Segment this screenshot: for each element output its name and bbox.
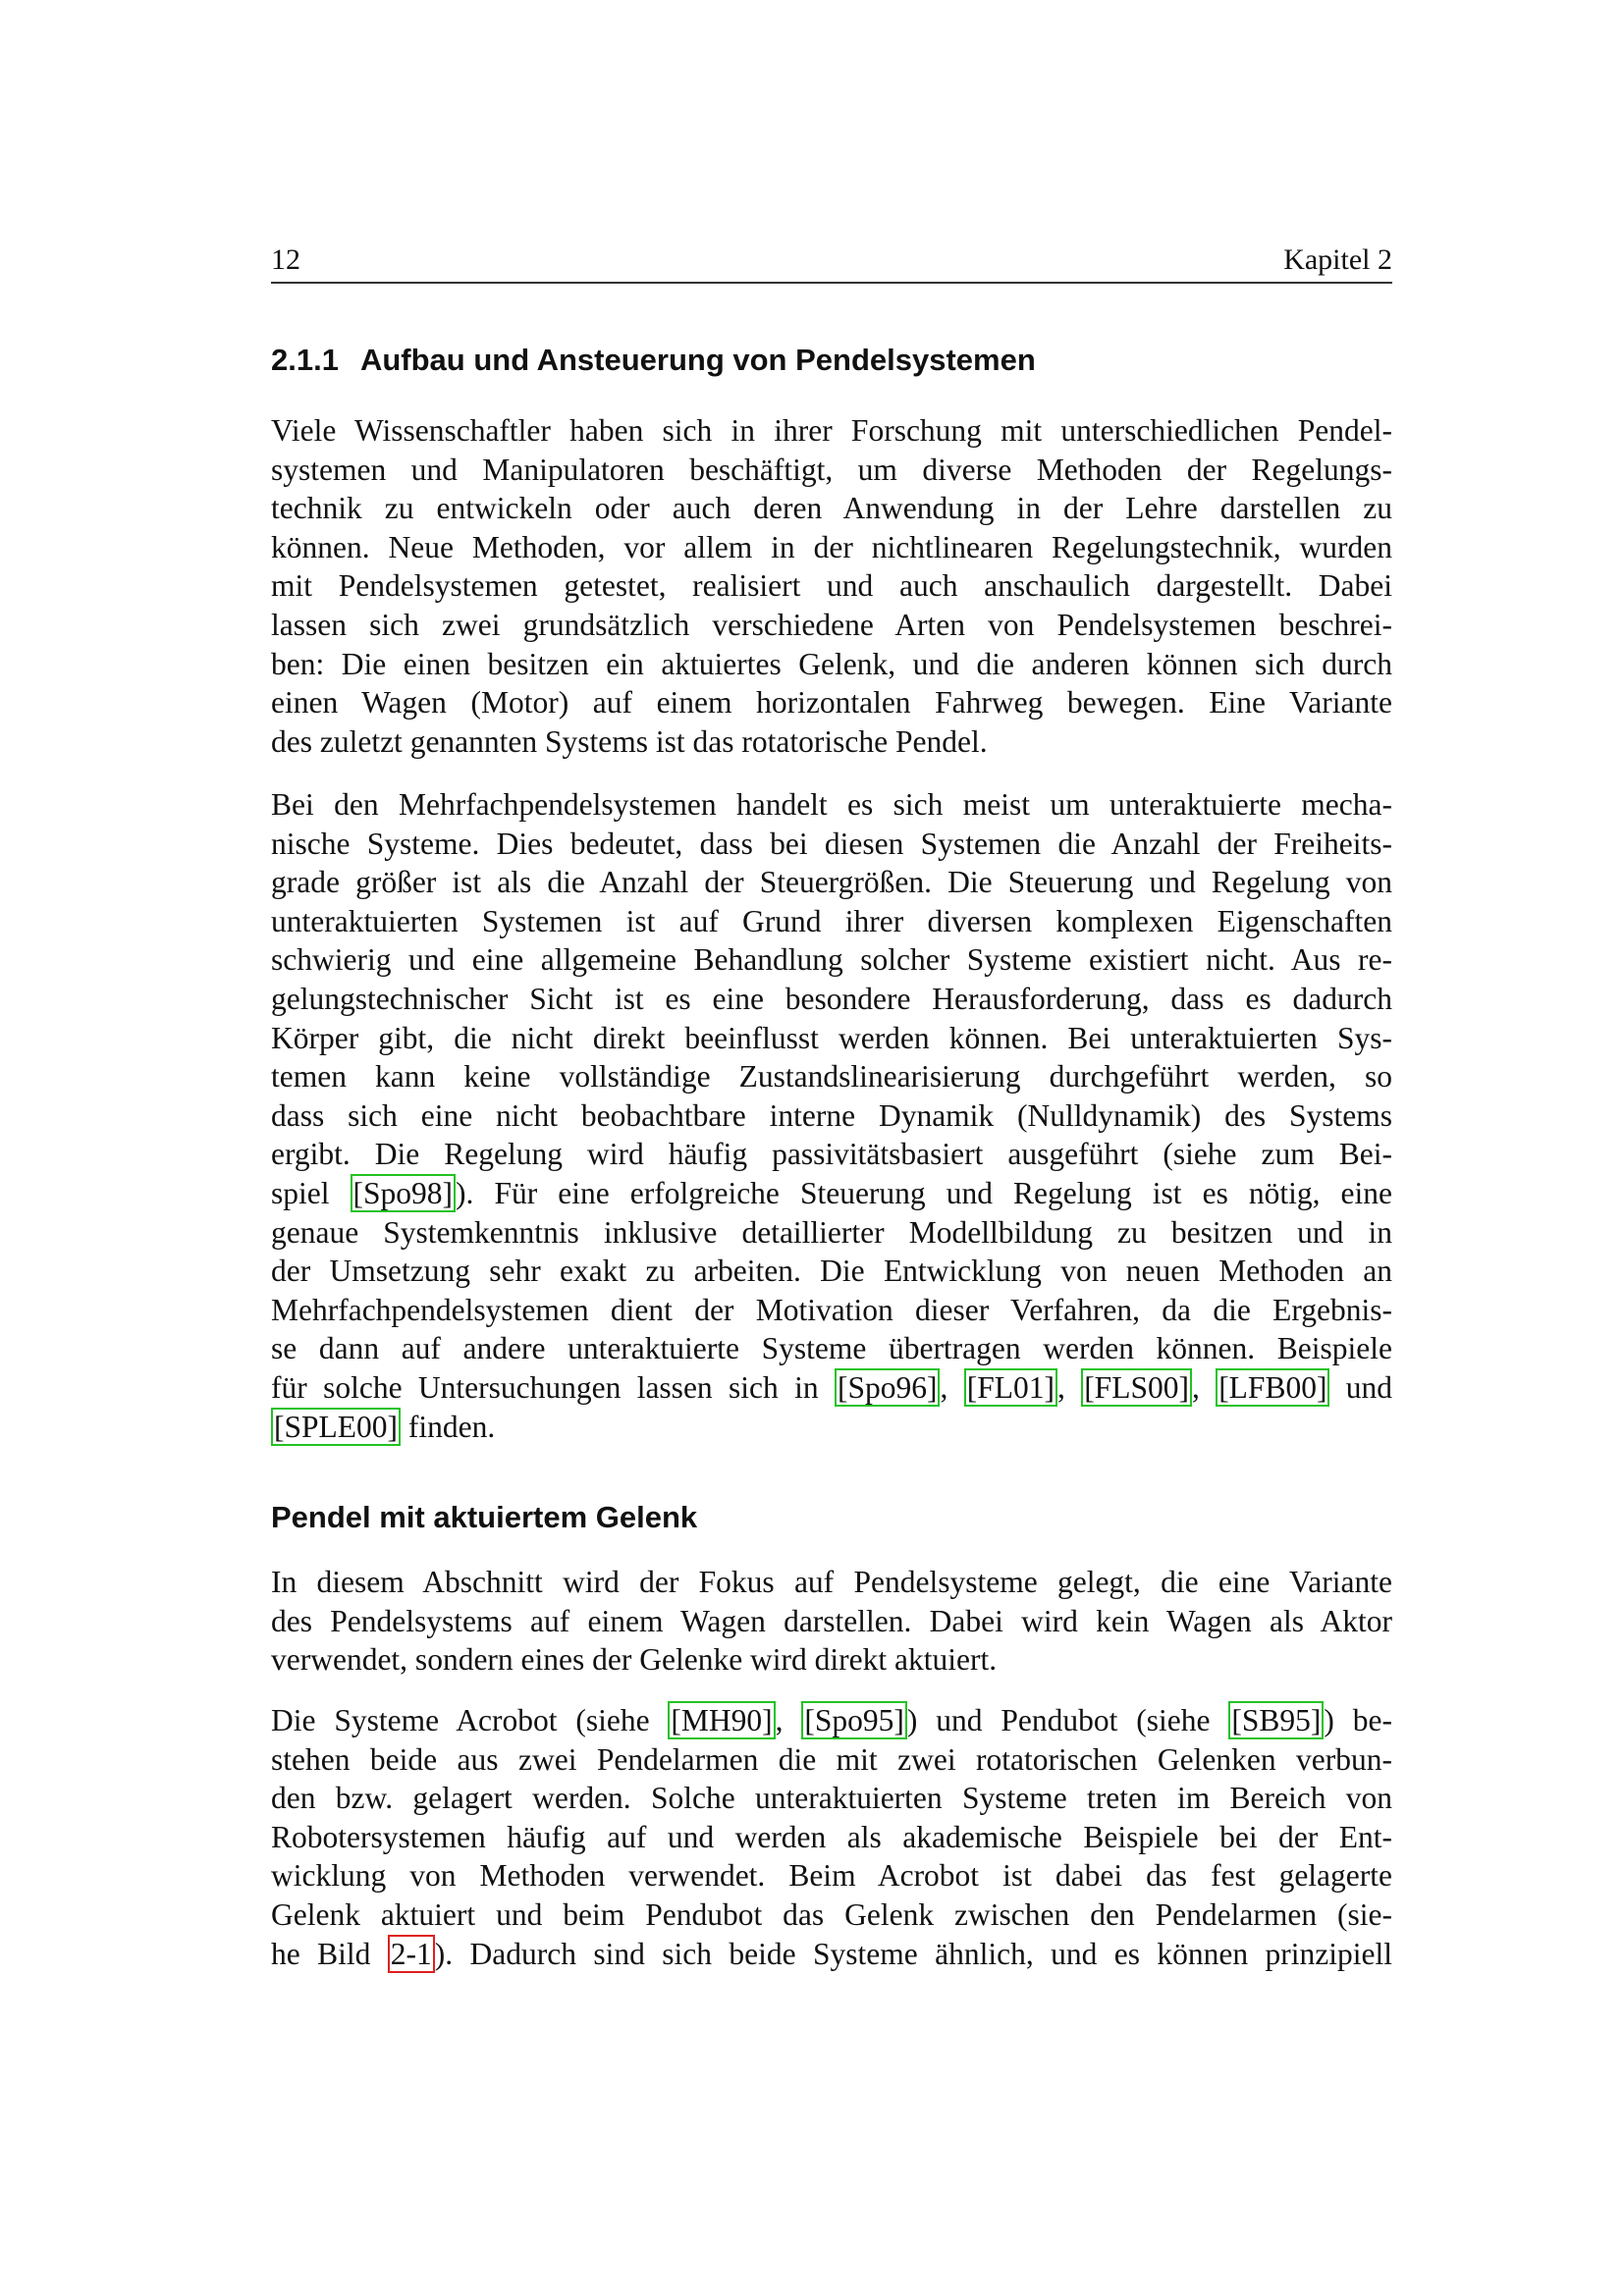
text-fragment: für solche Untersuchungen lassen sich in — [271, 1369, 835, 1405]
running-header — [271, 243, 1392, 279]
citation-link-fls00[interactable]: [FLS00] — [1081, 1368, 1192, 1407]
text-line — [271, 1935, 1392, 1974]
text-fragment: ) und Pendubot (siehe — [906, 1703, 1229, 1737]
text-line: Körper gibt, die nicht direkt beeinflusst werden können. Bei unteraktuierten Sys- — [271, 1020, 1392, 1055]
page-number: 12 — [271, 243, 300, 276]
text-line: dass sich eine nicht beobachtbare interne Dynamik (Nulldynamik) des Systems — [271, 1097, 1392, 1133]
text-line: den bzw. gelagert werden. Solche unteraktuierten Systeme treten im Bereich von — [271, 1781, 1392, 1816]
text-line: temen kann keine vollständige Zustandslinearisierung durchgeführt werden, so — [271, 1059, 1392, 1095]
text-line: Mehrfachpendelsystemen dient der Motivation dieser Verfahren, da die Ergebnis- — [271, 1292, 1392, 1327]
text-line: können. Neue Methoden, vor allem in der nichtlinearen Regelungstechnik, wurden — [271, 529, 1392, 564]
section-heading — [271, 343, 1392, 378]
text-line: Bei den Mehrfachpendelsystemen handelt es sich meist um unteraktuierte mecha- — [271, 787, 1392, 822]
separator: , — [940, 1369, 964, 1405]
text-line: der Umsetzung sehr exakt zu arbeiten. Die Entwicklung von neuen Methoden an — [271, 1254, 1392, 1289]
text-line: des Pendelsystems auf einem Wagen darstellen. Dabei wird kein Wagen als Aktor — [271, 1603, 1392, 1638]
text-line: In diesem Abschnitt wird der Fokus auf Pendelsysteme gelegt, die eine Variante — [271, 1565, 1392, 1599]
text-line: Viele Wissenschaftler haben sich in ihrer Forschung mit unterschiedlichen Pendel- — [271, 413, 1392, 448]
text-line: genaue Systemkenntnis inklusive detaillierter Modellbildung zu besitzen und in — [271, 1214, 1392, 1250]
text-fragment: spiel — [271, 1175, 351, 1210]
subsection-heading: Pendel mit aktuiertem Gelenk — [271, 1500, 698, 1534]
text-line: grade größer ist als die Anzahl der Steuergrößen. Die Steuerung und Regelung von — [271, 865, 1392, 900]
text-line — [271, 1368, 1392, 1408]
citation-link-mh90[interactable]: [MH90] — [668, 1701, 775, 1739]
citation-link-spo98[interactable]: [Spo98] — [351, 1174, 457, 1212]
text-line — [271, 1174, 1392, 1213]
text-fragment: ). Für eine erfolgreiche Steuerung und Regelung ist es nötig, eine — [456, 1175, 1392, 1210]
text-line: ben: Die einen besitzen ein aktuiertes Gelenk, und die anderen können sich durch — [271, 646, 1392, 681]
text-line — [271, 1701, 1392, 1740]
chapter-label: Kapitel 2 — [1283, 243, 1392, 276]
text-line: schwierig und eine allgemeine Behandlung solcher Systeme existiert nicht. Aus re- — [271, 942, 1392, 978]
separator: , — [775, 1703, 802, 1737]
paragraph-acrobot-pendubot — [271, 1701, 1392, 1973]
text-line: Robotersystemen häufig auf und werden als akademische Beispiele bei der Ent- — [271, 1819, 1392, 1854]
text-fragment: Die Systeme Acrobot (siehe — [271, 1703, 669, 1737]
text-line: gelungstechnischer Sicht ist es eine besondere Herausforderung, dass es dadurch — [271, 981, 1392, 1016]
text-line: Gelenk aktuiert und beim Pendubot das Gelenk zwischen den Pendelarmen (sie- — [271, 1896, 1392, 1932]
text-line: einen Wagen (Motor) auf einem horizontalen Fahrweg bewegen. Eine Variante — [271, 685, 1392, 721]
text-fragment: he Bild — [271, 1936, 388, 1971]
text-line: stehen beide aus zwei Pendelarmen die mit zwei rotatorischen Gelenken verbun- — [271, 1741, 1392, 1777]
paragraph-multi-pendulum — [271, 785, 1392, 1446]
text-line: wicklung von Methoden verwendet. Beim Acrobot ist dabei das fest gelagerte — [271, 1858, 1392, 1894]
text-line: unteraktuierten Systemen ist auf Grund ihrer diversen komplexen Eigenschaften — [271, 903, 1392, 938]
text-line — [271, 1408, 1392, 1447]
text-line: mit Pendelsystemen getestet, realisiert und auch anschaulich dargestellt. Dabei — [271, 568, 1392, 604]
citation-link-fl01[interactable]: [FL01] — [964, 1368, 1057, 1407]
citation-link-sple00[interactable]: [SPLE00] — [271, 1408, 401, 1446]
figure-reference-link[interactable]: 2-1 — [388, 1935, 435, 1973]
separator: , — [1056, 1369, 1082, 1405]
text-fragment: ). Dadurch sind sich beide Systeme ähnlich, und es können prinzipiell — [434, 1936, 1392, 1971]
text-line: verwendet, sondern eines der Gelenke wird direkt aktuiert. — [271, 1642, 998, 1678]
text-line: technik zu entwickeln oder auch deren Anwendung in der Lehre darstellen zu — [271, 491, 1392, 526]
separator: , — [1191, 1369, 1217, 1405]
text-line: nische Systeme. Dies bedeutet, dass bei diesen Systemen die Anzahl der Freiheits- — [271, 826, 1392, 861]
text-line: des zuletzt genannten Systems ist das rotatorische Pendel. — [271, 723, 988, 759]
citation-link-sb95[interactable]: [SB95] — [1228, 1701, 1324, 1739]
header-rule — [271, 282, 1392, 284]
paragraph-actuated-joint-intro — [271, 1563, 1392, 1680]
text-line: lassen sich zwei grundsätzlich verschiedene Arten von Pendelsystemen beschrei- — [271, 607, 1392, 642]
text-line: se dann auf andere unteraktuierte Systeme übertragen werden können. Beispiele — [271, 1331, 1392, 1366]
section-title: Aufbau und Ansteuerung von Pendelsystemen — [359, 343, 1036, 377]
citation-link-spo95[interactable]: [Spo95] — [801, 1701, 907, 1739]
citation-link-lfb00[interactable]: [LFB00] — [1216, 1368, 1329, 1407]
text-line: ergibt. Die Regelung wird häufig passivitätsbasiert ausgeführt (siehe zum Bei- — [271, 1137, 1392, 1172]
text-line: systemen und Manipulatoren beschäftigt, um diverse Methoden der Regelungs- — [271, 452, 1392, 487]
text-fragment: und — [1329, 1369, 1393, 1405]
text-fragment: finden. — [401, 1409, 496, 1444]
text-fragment: ) be- — [1324, 1703, 1392, 1737]
citation-link-spo96[interactable]: [Spo96] — [835, 1368, 941, 1407]
paragraph-intro — [271, 411, 1392, 761]
section-number: 2.1.1 — [271, 343, 339, 377]
